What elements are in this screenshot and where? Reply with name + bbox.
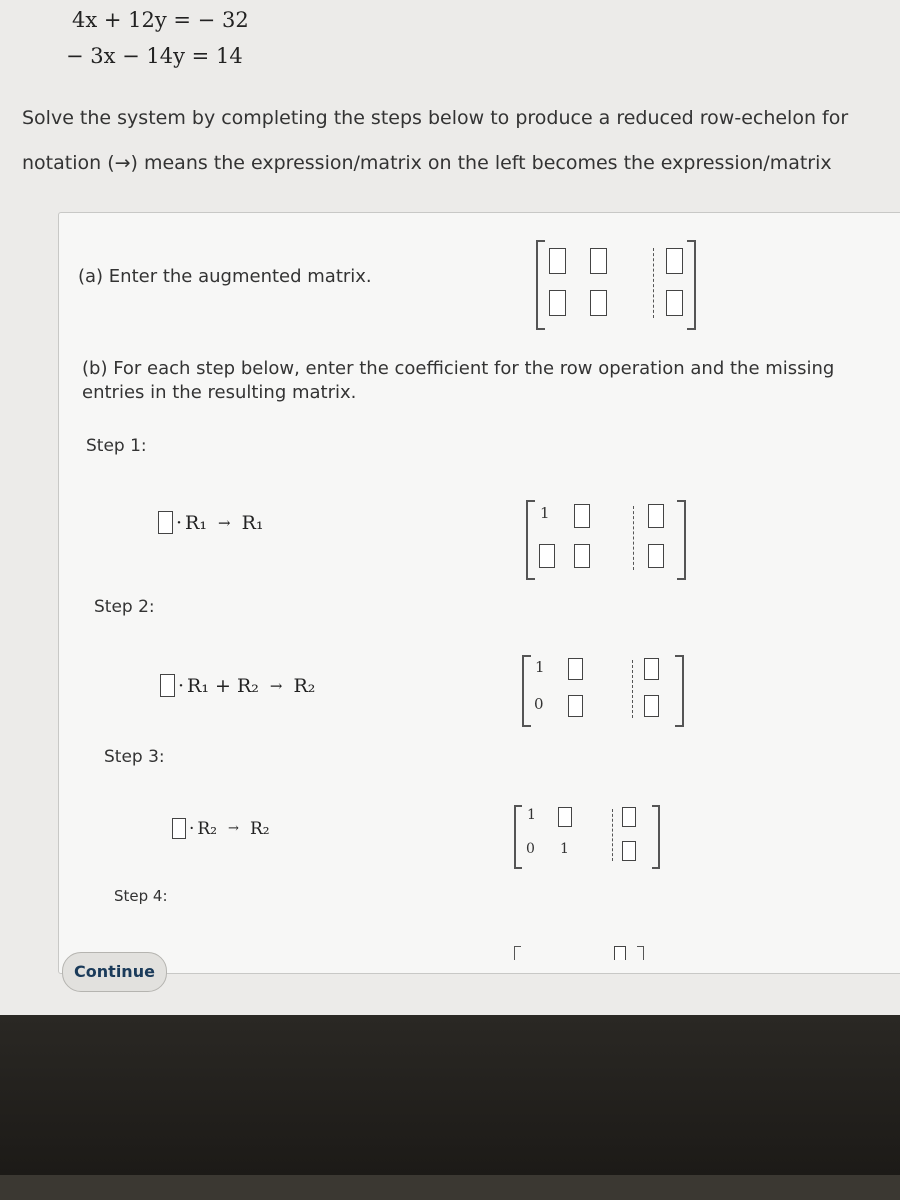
step-2-r1c2-input[interactable] — [568, 658, 583, 680]
step-2-r2c3-input[interactable] — [644, 695, 659, 717]
step-3-r1c1-value: 1 — [527, 807, 536, 823]
equation-2: − 3x − 14y = 14 — [66, 44, 243, 68]
step-2-r1c1-value: 1 — [535, 658, 545, 676]
arrow-icon: → — [228, 821, 239, 836]
step-3-r2c2-value: 1 — [560, 841, 569, 857]
matrix-a-r1c2-input[interactable] — [590, 248, 607, 274]
step-4-r1c3-input[interactable] — [614, 946, 626, 960]
augmented-matrix — [536, 240, 696, 330]
instruction-line-2: notation (→) means the expression/matrix on the left becomes the expression/matrix — [22, 152, 832, 174]
step-2-operation: · R₁ + R₂ → R₂ — [160, 674, 315, 697]
equation-1: 4x + 12y = − 32 — [72, 8, 249, 32]
step-1-label: Step 1: — [86, 436, 147, 456]
matrix-a-r2c2-input[interactable] — [590, 290, 607, 316]
step-1-r2c2-input[interactable] — [574, 544, 590, 568]
step-3-r2c3-input[interactable] — [622, 841, 636, 861]
step-4-label: Step 4: — [114, 887, 168, 905]
matrix-a-r2c1-input[interactable] — [549, 290, 566, 316]
monitor-bezel — [0, 1015, 900, 1200]
instruction-line-1: Solve the system by completing the steps below to produce a reduced row-echelon for — [22, 107, 849, 129]
step-1-r2c1-input[interactable] — [539, 544, 555, 568]
step-3-r2c1-value: 0 — [526, 841, 535, 857]
step-3-operation: · R₂ → R₂ — [172, 818, 270, 839]
part-b-line-1: (b) For each step below, enter the coefficient for the row operation and the missing — [82, 358, 835, 379]
step-3-matrix — [514, 805, 660, 869]
step-2-matrix — [522, 655, 684, 727]
step-1-r1c3-input[interactable] — [648, 504, 664, 528]
part-b-line-2: entries in the resulting matrix. — [82, 382, 357, 403]
step-4-matrix — [512, 946, 652, 960]
step-2-label: Step 2: — [94, 597, 155, 617]
step-2-coefficient-input[interactable] — [160, 674, 175, 697]
arrow-icon: → — [269, 676, 283, 695]
continue-button[interactable]: Continue — [62, 952, 167, 992]
step-3-coefficient-input[interactable] — [172, 818, 186, 839]
step-2-r2c2-input[interactable] — [568, 695, 583, 717]
step-1-operation: · R₁ → R₁ — [158, 511, 264, 534]
step-3-label: Step 3: — [104, 747, 165, 767]
step-2-r1c3-input[interactable] — [644, 658, 659, 680]
step-1-matrix — [526, 500, 686, 580]
matrix-a-r1c3-input[interactable] — [666, 248, 683, 274]
step-3-r1c3-input[interactable] — [622, 807, 636, 827]
step-1-r1c2-input[interactable] — [574, 504, 590, 528]
desk-edge — [0, 1175, 900, 1200]
step-1-r1c1-value: 1 — [540, 504, 550, 522]
question-panel — [58, 212, 900, 974]
step-1-coefficient-input[interactable] — [158, 511, 173, 534]
step-2-r2c1-value: 0 — [534, 695, 544, 713]
step-1-r2c3-input[interactable] — [648, 544, 664, 568]
part-a-label: (a) Enter the augmented matrix. — [78, 266, 372, 287]
arrow-icon: → — [217, 513, 231, 532]
arrow-icon: → — [114, 152, 131, 174]
matrix-a-r2c3-input[interactable] — [666, 290, 683, 316]
matrix-a-r1c1-input[interactable] — [549, 248, 566, 274]
step-3-r1c2-input[interactable] — [558, 807, 572, 827]
